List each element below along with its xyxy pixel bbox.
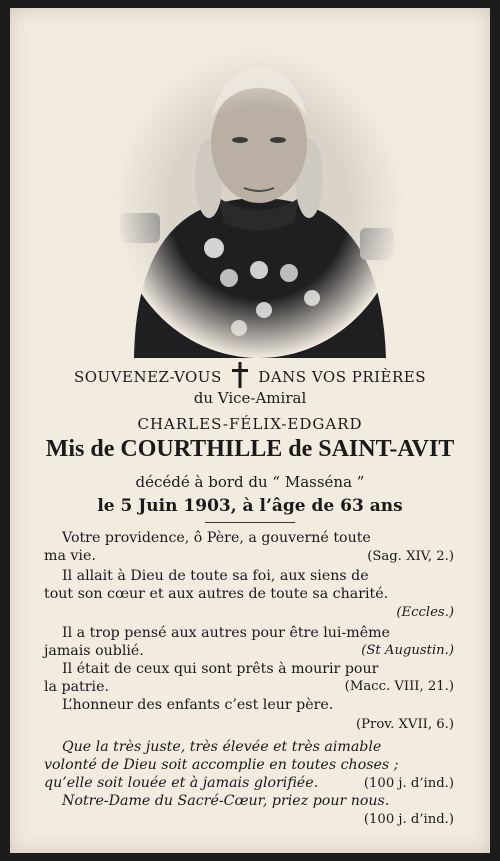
invocation-line: Notre-Dame du Sacré-Cœur, priez pour nous.: [62, 793, 390, 809]
souvenez-text: SOUVENEZ-VOUS: [73, 368, 222, 386]
cross-icon: [231, 362, 249, 388]
divider: [205, 522, 295, 523]
vice-amiral: du Vice-Amiral: [193, 389, 307, 407]
citation-1: (Sag. XIV, 2.): [367, 549, 454, 564]
prieres-text: DANS VOS PRIÈRES: [258, 368, 427, 386]
quote-1-line-1: Votre providence, ô Père, a gouverné toute: [62, 530, 371, 546]
first-names: CHARLES-FÉLIX-EDGARD: [137, 415, 363, 433]
citation-4: (Macc. VIII, 21.): [344, 679, 454, 694]
quote-3-line-2: jamais oublié.: [44, 643, 144, 659]
quote-2-line-1: Il allait à Dieu de toute sa foi, aux siens de: [62, 568, 369, 584]
prayer-line-1: Que la très juste, très élevée et très aimable: [62, 739, 382, 755]
quote-3-line-1: Il a trop pensé aux autres pour être lui-même: [62, 625, 390, 641]
citation-6: (100 j. d’ind.): [363, 776, 454, 791]
quote-4-line-2: la patrie.: [44, 679, 109, 695]
decede-line: décédé à bord du “ Masséna ”: [135, 473, 365, 491]
quote-4-line-1: Il était de ceux qui sont prêts à mourir pour: [62, 661, 379, 677]
date-line: le 5 Juin 1903, à l’âge de 63 ans: [97, 496, 403, 516]
portrait-photo: [114, 48, 404, 358]
prayer-line-3: qu’elle soit louée et à jamais glorifiée.: [44, 775, 319, 791]
title-mis: Mis: [45, 436, 85, 462]
prayer-line-2: volonté de Dieu soit accomplie en toutes choses ;: [44, 757, 399, 773]
citation-3: (St Augustin.): [361, 643, 454, 658]
title-main: de COURTHILLE de SAINT-AVIT: [90, 436, 455, 462]
quote-2-line-2: tout son cœur et aux autres de toute sa charité.: [44, 586, 389, 602]
quote-1-line-2: ma vie.: [44, 548, 96, 564]
citation-5: (Prov. XVII, 6.): [356, 717, 454, 732]
citation-2: (Eccles.): [396, 605, 454, 620]
memorial-card: [10, 8, 490, 853]
souvenez-line: [10, 362, 490, 388]
citation-7: (100 j. d’ind.): [363, 812, 454, 827]
full-title: [10, 436, 490, 463]
quote-5-line-1: L’honneur des enfants c’est leur père.: [62, 697, 334, 713]
